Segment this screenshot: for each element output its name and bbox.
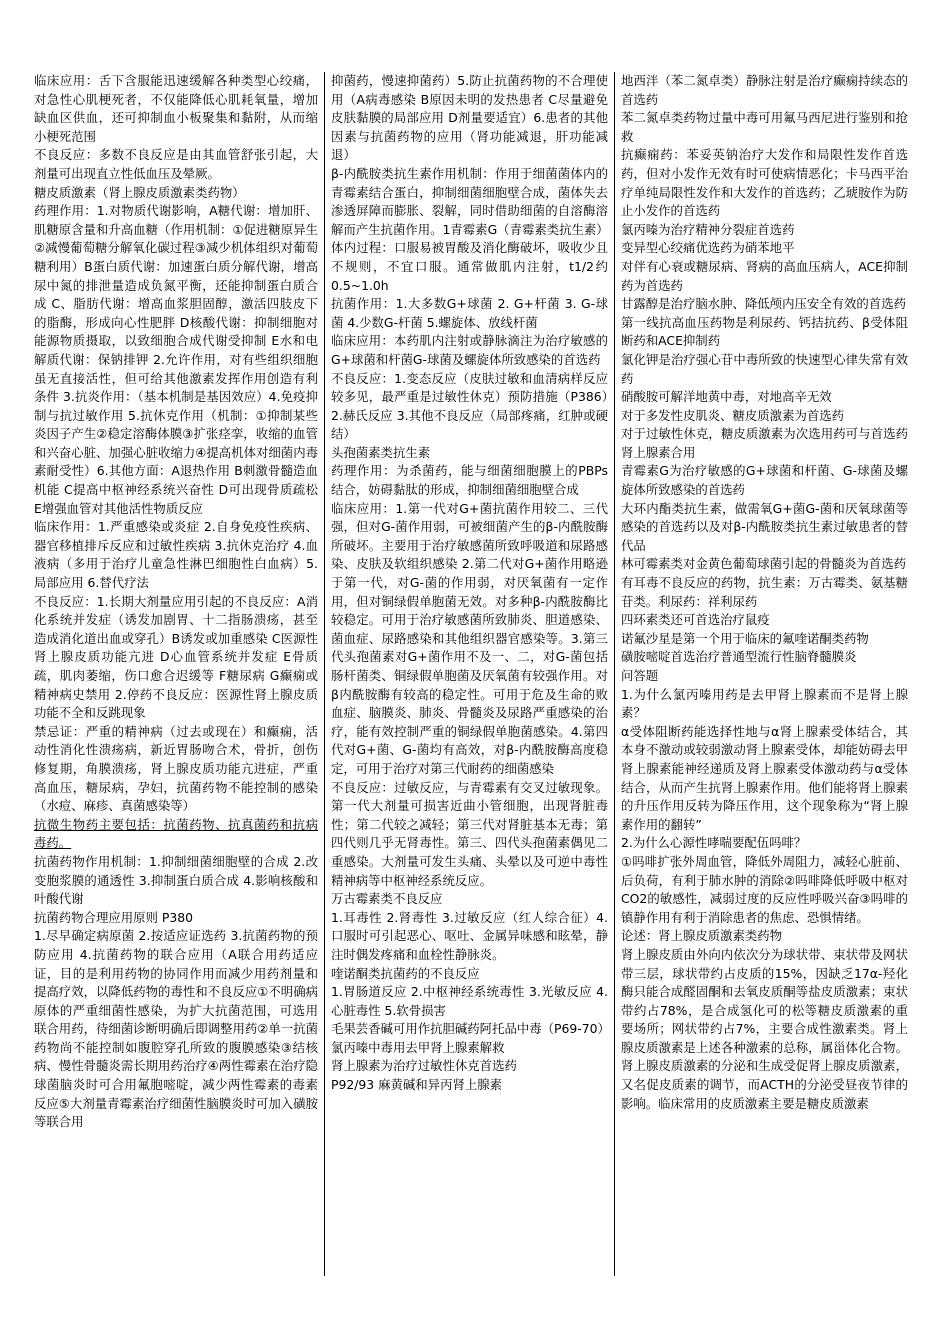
- column-3: [614, 72, 914, 1276]
- paragraph: 第一线抗高血压药物是利尿药、钙拮抗药、β受体阻断药和ACE抑制药: [621, 314, 908, 349]
- paragraph: 变异型心绞痛优选药为硝苯地平: [621, 240, 795, 256]
- answer: α受体阻断药能选择性地与α肾上腺素受体结合，其本身不激动或较弱激动肾上腺素受体，却能妨碍去甲肾上腺素能神经递质及肾上腺素受体激动药与α受体结合，从而产生抗肾上腺素作用。他们能将肾上腺素的升压作用反转为降压作用，这个现象称为“肾上腺素作用的翻转”: [621, 723, 908, 832]
- paragraph: 不良反应：1.长期大剂量应用引起的不良反应：A消化系统并发症（诱发加剧胃、十二指肠溃疡，甚至造成消化道出血或穿孔）B诱发或加重感染 C医源性肾上腺皮质功能亢进 D心血管系统并发症 E骨质疏，肌肉萎缩，伤口愈合迟缓等 F糖尿病 G癫痫或精神病史禁用 2.停药不良反应：医源性肾上腺皮质功能不全和反跳现象: [34, 593, 318, 721]
- answer: ①吗啡扩张外周血管，降低外周阻力，减轻心脏前、后负荷，有利于肺水肿的消除②吗啡降低呼吸中枢对CO2的敏感性，减弱过度的反应性呼吸兴奋③吗啡的镇静作用有利于消除患者的焦虑、恐惧情绪。: [621, 853, 908, 925]
- paragraph: 1.耳毒性 2.肾毒性 3.过敏反应（红人综合征）4.口服时可引起恶心、呕吐、金属异味感和眩晕，静注时偶发疼痛和血栓性静脉炎。: [331, 909, 608, 962]
- paragraph: 喹诺酮类抗菌药的不良反应: [331, 965, 480, 981]
- paragraph: 临床应用：本药肌内注射或静脉滴注为治疗敏感的G+球菌和杆菌G-球菌及螺旋体所致感染的首选药: [331, 333, 608, 367]
- paragraph: 万古霉素类不良反应: [331, 891, 443, 907]
- paragraph: 甘露醇是治疗脑水肿、降低颅内压安全有效的首选药: [621, 296, 906, 312]
- paragraph: 大环内酯类抗生素，做需氧G+菌G-菌和厌氧球菌等感染的首选药以及对β-内酰胺类抗生素过敏患者的替代品: [621, 500, 908, 553]
- paragraph: 体内过程：口服易被胃酸及消化酶破坏，吸收少且不规则，不宜口服。通常做肌内注射，t1/2约0.5~1.0h: [331, 240, 608, 293]
- paragraph: 糖皮质激素（肾上腺皮质激素类药物）: [34, 184, 245, 200]
- paragraph: β-内酰胺类抗生素作用机制：作用于细菌菌体内的青霉素结合蛋白，抑制细菌细胞壁合成，菌体失去渗透屏障而膨胀、裂解，同时借助细菌的自溶酶溶解而产生抗菌作用。1青霉素G（青霉素类抗生素）: [331, 165, 609, 237]
- paragraph: 临床作用：1.严重感染或炎症 2.自身免疫性疾病、器官移植排斥反应和过敏性疾病 3.抗休克治疗 4.血液病（多用于治疗儿童急性淋巴细胞性白血病）5.局部应用 6.替代疗法: [34, 519, 318, 591]
- paragraph: 临床应用：1.第一代对G+菌抗菌作用较二、三代强，但对G-菌作用弱，可被细菌产生的β-内酰胺酶所破坏。主要用于治疗敏感菌所致呼吸道和尿路感染、皮肤及软组织感染 2.第二代对G+菌作用略逊于第一代，对G-菌的作用弱，对厌氧菌有一定作用，但对铜绿假单胞菌无效。对多种β-内酰胺酶比较稳定。可用于治疗敏感菌所致肺炎、胆道感染、菌血症、尿路感染和其他组织器官感染等。3.第三代头孢菌素对G+菌作用不及一、二，对G-菌包括肠杆菌类、铜绿假单胞菌及厌氧菌有较强作用。对β内酰胺酶有较高的稳定性。可用于危及生命的败血症、脑膜炎、肺炎、骨髓炎及尿路严重感染的治疗，能有效控制严重的铜绿假单胞菌感染。4.第四代对G+菌、G-菌均有高效，对β-内酰胺酶高度稳定，可用于治疗对第三代耐药的细菌感染: [331, 500, 608, 776]
- paragraph: 不良反应：多数不良反应是由其血管舒张引起，大剂量可出现直立性低血压及晕厥。: [34, 147, 318, 181]
- paragraph: 氯丙嗪中毒用去甲肾上腺素解救: [331, 1039, 505, 1055]
- question: 1.为什么氯丙嗪用药是去甲肾上腺素而不是肾上腺素？: [621, 686, 908, 721]
- paragraph: 禁忌证：严重的精神病（过去或现在）和癫痫，活动性消化性溃疡病，新近胃肠吻合术，骨折，创伤修复期，角膜溃疡，肾上腺皮质功能亢进症，严重高血压，糖尿病，孕妇，抗菌药物不能控制的感染（水痘、麻疹、真菌感染等）: [34, 723, 318, 814]
- paragraph: 抗菌作用：1.大多数G+球菌 2. G+杆菌 3. G-球菌 4.少数G-杆菌 5.螺旋体、放线杆菌: [331, 296, 608, 330]
- paragraph: 磺胺嘧啶首选治疗普通型流行性脑脊髓膜炎: [621, 649, 857, 665]
- paragraph: 抗癫痫药：苯妥英钠治疗大发作和局限性发作首选药，但对小发作无效有时可使病情恶化；卡马西平治疗单纯局限性发作和大发作的首选药；乙琥胺作为防止小发作的首选药: [621, 147, 908, 219]
- column-1: [34, 72, 324, 1276]
- question: 2.为什么心源性哮喘要配伍吗啡？: [621, 835, 807, 851]
- section-heading: 论述：肾上腺皮质激素类药物: [621, 928, 783, 944]
- section-heading: 问答题: [621, 668, 659, 683]
- paragraph: 药理作用：为杀菌药，能与细菌细胞膜上的PBPs结合，妨碍黏肽的形成，抑制细菌细胞壁合成: [331, 463, 608, 498]
- paragraph: 不良反应：过敏反应，与青霉素有交叉过敏现象。第一代大剂量可损害近曲小管细胞，出现肾脏毒性；第二代较之减轻；第三代对肾脏基本无毒；第四代则几乎无肾毒性。第三、四代头孢菌素偶见二重感染。大剂量可发生头痛、头晕以及可逆中毒性精神病等中枢神经系统反应。: [331, 779, 608, 888]
- column-2: [324, 72, 614, 1276]
- paragraph: 对于多发性皮肌炎、糖皮质激素为首选药: [621, 407, 845, 423]
- paragraph: 四环素类还可首选治疗鼠疫: [621, 612, 770, 628]
- three-column-layout: [34, 72, 930, 1276]
- paragraph: 对伴有心衰或糖尿病、肾病的高血压病人，ACE抑制药为首选药: [621, 258, 908, 293]
- paragraph: 药理作用：1.对物质代谢影响，A糖代谢：增加肝、肌糖原含量和升高血糖（作用机制：①促进糖原异生②减慢葡萄糖分解氧化碳过程③减少机体组织对葡萄糖利用）B蛋白质代谢：加速蛋白质分解代谢，增高尿中氮的排泄量造成负氮平衡，还能抑制蛋白质合成 C、脂肪代谢：增高血浆胆固醇，激活四肢皮下的脂酶，形成向心性肥胖 D核酸代谢：抑制细胞对能源物质摄取，以致细胞合成代谢受抑制 E水和电解质代谢：保钠排钾 2.允许作用，对有些组织细胞虽无直接活性，但可给其他激素发挥作用创造有利条件 3.抗炎作用：（基本机制是基因效应）4.免疫抑制与抗过敏作用 5.抗休克作用（机制：①抑制某些炎因子产生②稳定溶酶体膜③扩张痉挛，收缩的血管和兴奋心脏、加强心脏收缩力④提高机体对细菌内毒素耐受性）6.其他方面：A退热作用 B刺激骨髓造血机能 C提高中枢神经系统兴奋性 D可出现骨质疏松 E增强血管对其他活性物质反应: [34, 203, 318, 516]
- paragraph: 对于过敏性休克，糖皮质激素为次选用药可与首选药肾上腺素合用: [621, 426, 908, 460]
- paragraph: 抑菌药，慢速抑菌药）5.防止抗菌药物的不合理使用（A病毒感染 B原因未明的发热患者 C尽量避免皮肤黏膜的局部应用 D剂量要适宜）6.患者的其他因素与抗菌药物的应用（肾功能减退，肝功能减退）: [331, 73, 608, 163]
- paragraph: 抗菌药物作用机制：1.抑制细菌细胞壁的合成 2.改变胞浆膜的通透性 3.抑制蛋白质合成 4.影响核酸和叶酸代谢: [34, 853, 318, 907]
- paragraph: 硝酸胺可解洋地黄中毒，对地高辛无效: [621, 389, 832, 405]
- paragraph: 肾上腺素为治疗过敏性休克首选药: [331, 1058, 517, 1074]
- paragraph: 不良反应：1.变态反应（皮肤过敏和血清病样反应较多见，最严重是过敏性休克）预防措施（P386）2.赫氏反应 3.其他不良反应（局部疼痛，红肿或硬结）: [331, 370, 608, 442]
- paragraph: 抗菌药物合理应用原则 P380: [34, 909, 193, 925]
- paragraph: 1.胃肠道反应 2.中枢神经系统毒性 3.光敏反应 4.心脏毒性 5.软骨损害: [331, 984, 608, 1018]
- paragraph: 氯丙嗪为治疗精神分裂症首选药: [621, 221, 795, 237]
- paragraph: 临床应用：舌下含服能迅速缓解各种类型心绞痛，对急性心肌梗死者，不仅能降低心肌耗氧量，增加缺血区供血，还可抑制血小板聚集和黏附，从而缩小梗死范围: [34, 73, 318, 144]
- answer: 肾上腺皮质由外向内依次分为球状带、束状带及网状带三层，球状带约占皮质的15%，因缺乏17α-羟化酶只能合成醛固酮和去氧皮质酮等盐皮质激素；束状带约占78%，是合成氢化可的松等糖皮质激素的重要场所；网状带约占7%，主要合成性激素类。肾上腺皮质激素是上述各种激素的总称，属甾体化合物。肾上腺皮质激素的分泌和生成受促肾上腺皮质激素，又名促皮质素的调节，而ACTH的分泌受昼夜节律的影响。临床常用的皮质激素主要是糖皮质激素: [621, 946, 908, 1111]
- paragraph: 氯化钾是治疗强心苷中毒所致的快速型心律失常有效药: [621, 351, 908, 386]
- paragraph: 毛果芸香碱可用作抗胆碱药阿托品中毒（P69-70）: [331, 1021, 610, 1037]
- paragraph: 苯二氮卓类药物过量中毒可用氟马西尼进行鉴别和抢救: [621, 110, 908, 144]
- paragraph: 林可霉素类对金黄色葡萄球菌引起的骨髓炎为首选药: [621, 556, 906, 572]
- paragraph: 有耳毒不良反应的药物，抗生素：万古霉类、氨基糖苷类。利尿药：祥利尿药: [621, 575, 908, 609]
- paragraph: 头孢菌素类抗生素: [331, 444, 431, 460]
- paragraph: 诺氟沙星是第一个用于临床的氟喹诺酮类药物: [621, 630, 869, 646]
- paragraph: 地西泮（苯二氮卓类）静脉注射是治疗癫痫持续态的首选药: [621, 73, 908, 107]
- paragraph: 1.尽早确定病原菌 2.按适应证选药 3.抗菌药物的预防应用 4.抗菌药物的联合应用（A联合用药适应证，目的是利用药物的协同作用而减少用药剂量和提高疗效，以降低药物的毒性和不良反应①不明确病原体的严重细菌性感染，为扩大抗菌范围，可选用联合用药，待细菌诊断明确后即调整用药②单一抗菌药物尚不能控制如腹腔穿孔所致的腹膜感染③结核病、慢性骨髓炎需长期用药治疗④两性霉素在治疗隐球菌脑炎时可合用氟胞嘧啶，减少两性霉素的毒素反应⑤大剂量青霉素治疗细菌性脑膜炎时可加入磺胺等联合用: [34, 928, 318, 1130]
- paragraph: 青霉素G为治疗敏感的G+球菌和杆菌、G-球菌及螺旋体所致感染的首选药: [621, 463, 908, 498]
- paragraph: 抗微生物药主要包括：抗菌药物、抗真菌药和抗病毒药。: [34, 816, 318, 851]
- paragraph: P92/93 麻黄碱和异丙肾上腺素: [331, 1077, 503, 1093]
